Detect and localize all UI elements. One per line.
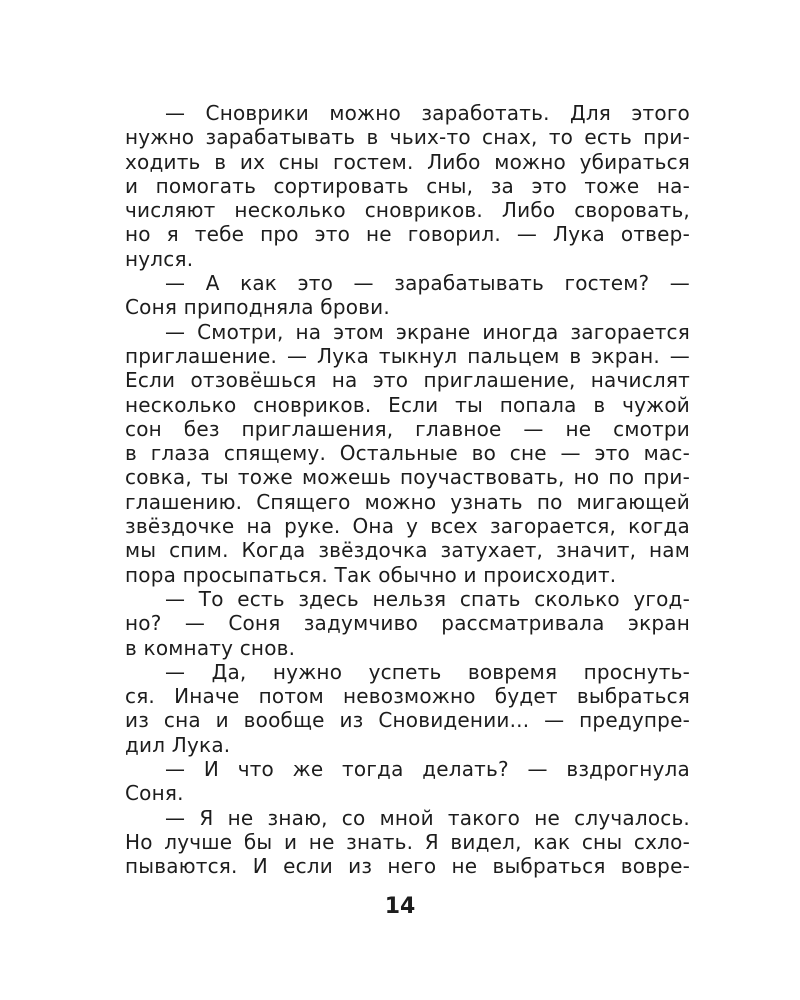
- text-line: дил Лука.: [125, 732, 231, 757]
- text-line: Но лучше бы и не знать. Я видел, как сны схло-: [125, 829, 690, 854]
- text-line: но? — Соня задумчиво рассматривала экран: [125, 611, 690, 636]
- text-line: Соня приподняла брови.: [125, 295, 390, 320]
- text-line: мы спим. Когда звёздочка затухает, значит, нам: [125, 538, 690, 563]
- text-line: — Смотри, на этом экране иногда загорается: [165, 319, 690, 344]
- text-line: — И что же тогда делать? — вздрогнула: [165, 757, 690, 782]
- text-line: числяют несколько сновриков. Либо своровать,: [125, 198, 690, 223]
- text-line: но я тебе про это не говорил. — Лука отвер-: [125, 222, 690, 247]
- text-line: и помогать сортировать сны, за это тоже на-: [125, 173, 690, 198]
- text-line: приглашение. — Лука тыкнул пальцем в экран. —: [125, 343, 690, 368]
- text-line: — А как это — зарабатывать гостем? —: [165, 271, 690, 296]
- page-number: 14: [384, 894, 416, 919]
- text-line: несколько сновриков. Если ты попала в чужой: [125, 392, 690, 417]
- text-line: пываются. И если из него не выбраться вовре-: [125, 854, 690, 879]
- text-line: ходить в их сны гостем. Либо можно убираться: [125, 149, 690, 174]
- text-line: в комнату снов.: [125, 635, 296, 660]
- text-line: звёздочке на руке. Она у всех загорается, когда: [125, 514, 690, 539]
- text-line: пора просыпаться. Так обычно и происходит.: [125, 562, 617, 587]
- text-line: в глаза спящему. Остальные во сне — это мас-: [125, 441, 690, 466]
- text-line: — Я не знаю, со мной такого не случалось.: [165, 805, 690, 830]
- text-line: глашению. Спящего можно узнать по мигающей: [125, 489, 690, 514]
- text-line: Если отзовёшься на это приглашение, начислят: [125, 368, 690, 393]
- text-block: [125, 101, 690, 879]
- text-line: ся. Иначе потом невозможно будет выбраться: [125, 684, 690, 709]
- text-line: — То есть здесь нельзя спать сколько угод-: [165, 586, 690, 611]
- text-line: из сна и вообще из Сновидении... — предупре-: [125, 708, 690, 733]
- text-line: — Да, нужно успеть вовремя проснуть-: [165, 659, 690, 684]
- text-line: Соня.: [125, 781, 184, 806]
- text-line: совка, ты тоже можешь поучаствовать, но по при-: [125, 465, 690, 490]
- text-line: сон без приглашения, главное — не смотри: [125, 416, 690, 441]
- text-line: нужно зарабатывать в чьих-то снах, то есть при-: [125, 125, 690, 150]
- text-line: — Сновpики можно заработать. Для этого: [165, 101, 690, 125]
- text-line: нулся.: [125, 246, 194, 271]
